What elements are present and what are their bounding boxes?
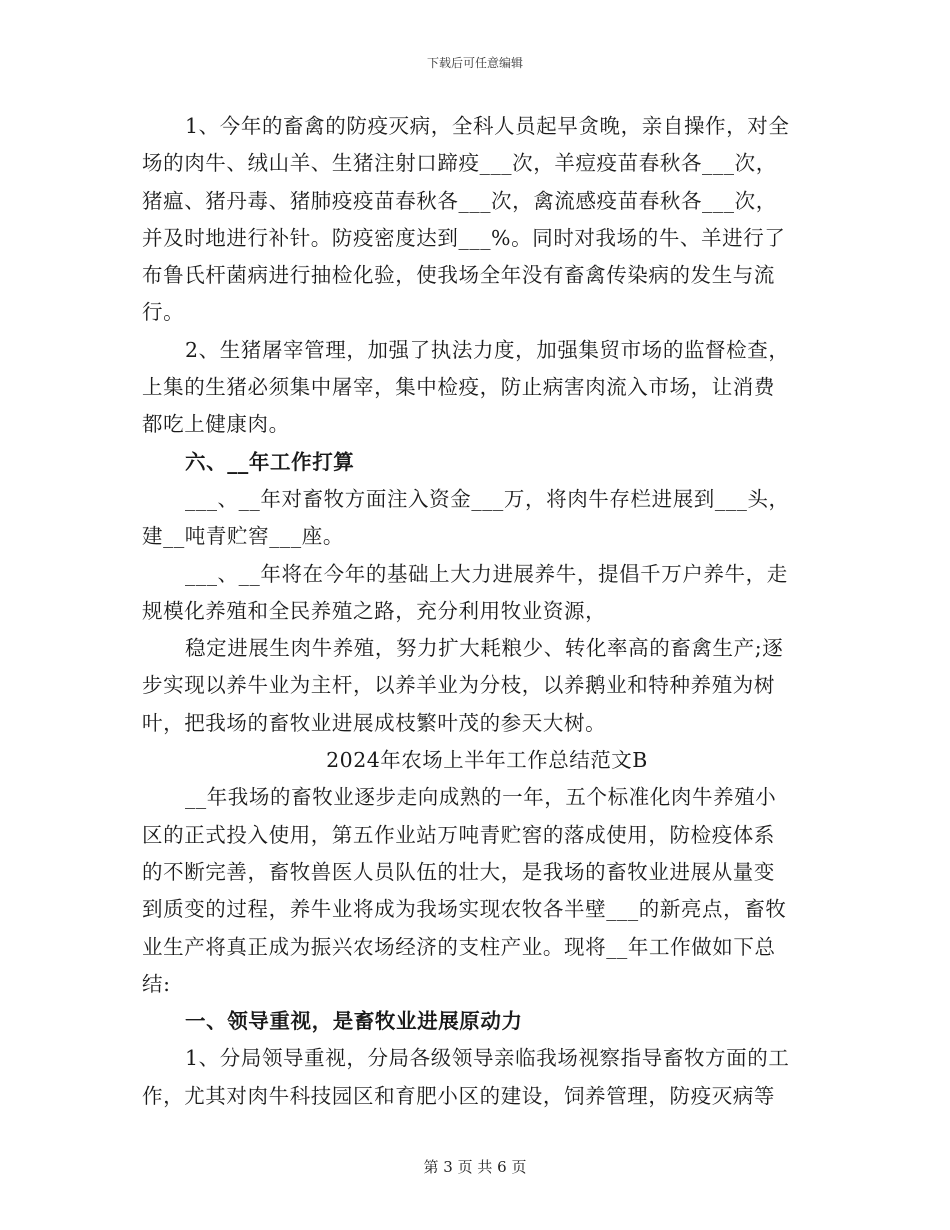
- header-note: 下载后可任意编辑: [426, 56, 523, 70]
- paragraph-line: __年我场的畜牧业逐步走向成熟的一年，五个标准化肉牛养殖小: [185, 785, 777, 810]
- paragraph-line: 稳定进展生肉牛养殖，努力扩大耗粮少、转化率高的畜禽生产;逐: [185, 636, 784, 661]
- paragraph-line: 行。: [142, 300, 185, 325]
- paragraph-line: 都吃上健康肉。: [142, 412, 290, 437]
- page-number: 第 3 页 共 6 页: [423, 1158, 527, 1176]
- paragraph-line: 叶，把我场的畜牧业进展成枝繁叶茂的参天大树。: [142, 710, 607, 735]
- section-heading: 六、__年工作打算: [185, 449, 355, 474]
- paragraph-line: 业生产将真正成为振兴农场经济的支柱产业。现将__年工作做如下总: [142, 934, 776, 959]
- paragraph-line: 区的正式投入使用，第五作业站万吨青贮窖的落成使用，防检疫体系: [142, 822, 775, 847]
- paragraph-line: 上集的生猪必须集中屠宰，集中检疫，防止病害肉流入市场，让消费: [142, 375, 775, 400]
- paragraph-line: 作，尤其对肉牛科技园区和育肥小区的建设，饲养管理，防疫灭病等: [142, 1083, 775, 1108]
- paragraph-line: 场的肉牛、绒山羊、生猪注射口蹄疫___次，羊痘疫苗春秋各___次，: [142, 151, 777, 176]
- paragraph-line: 建__吨青贮窖___座。: [142, 524, 344, 549]
- paragraph-line: ___、__年将在今年的基础上大力进展养牛，提倡千万户养牛，走: [185, 561, 788, 586]
- paragraph-line: 1、今年的畜禽的防疫灭病，全科人员起早贪晚，亲自操作，对全: [185, 114, 790, 138]
- paragraph-line: 到质变的过程，养牛业将成为我场实现农牧各半壁___的新亮点，畜牧: [142, 897, 787, 922]
- paragraph-line: 2、生猪屠宰管理，加强了执法力度，加强集贸市场的监督检查，: [185, 337, 790, 362]
- paragraph-line: 步实现以养牛业为主杆，以养羊业为分枝，以养鹅业和特种养殖为树: [142, 673, 775, 698]
- paragraph-line: 并及时地进行补针。防疫密度达到___%。同时对我场的牛、羊进行了: [142, 225, 786, 250]
- paragraph-line: 结:: [142, 971, 171, 996]
- document-body: [142, 108, 812, 1115]
- document-title: 2024年农场上半年工作总结范文B: [326, 748, 648, 773]
- paragraph-line: ___、__年对畜牧方面注入资金___万，将肉牛存栏进展到___头，: [185, 486, 790, 511]
- paragraph-line: 1、分局领导重视，分局各级领导亲临我场视察指导畜牧方面的工: [185, 1046, 790, 1071]
- paragraph-line: 布鲁氏杆菌病进行抽检化验，使我场全年没有畜禽传染病的发生与流: [142, 263, 775, 288]
- section-heading: 一、领导重视，是畜牧业进展原动力: [185, 1009, 523, 1034]
- paragraph-line: 的不断完善，畜牧兽医人员队伍的壮大，是我场的畜牧业进展从量变: [142, 859, 775, 884]
- paragraph-line: 猪瘟、猪丹毒、猪肺疫疫苗春秋各___次，禽流感疫苗春秋各___次，: [142, 188, 777, 213]
- paragraph-line: 规模化养殖和全民养殖之路，充分利用牧业资源，: [142, 598, 607, 623]
